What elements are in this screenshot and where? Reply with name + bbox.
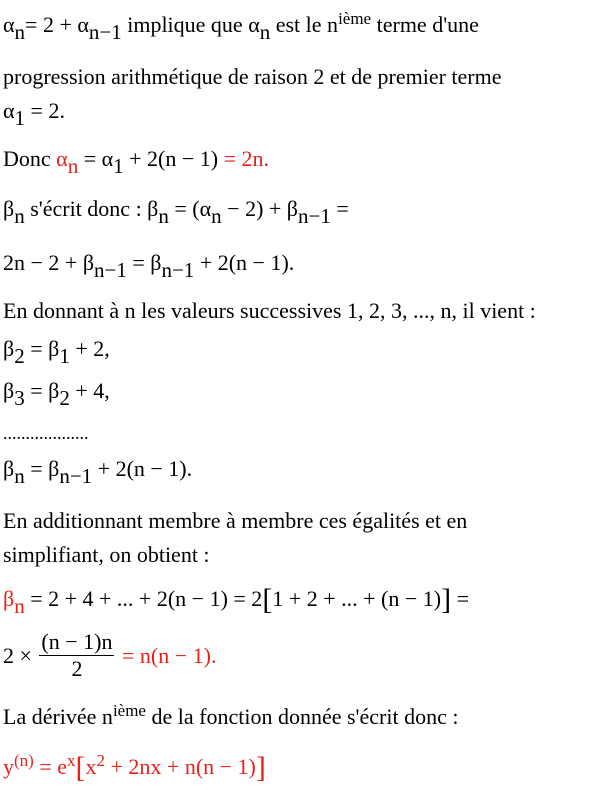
alpha-symbol-red: α [56, 146, 68, 171]
line-5 [3, 196, 349, 228]
subscript-n-red: n [14, 594, 25, 618]
y-symbol: y [3, 754, 14, 779]
subscript-3: 3 [14, 386, 25, 410]
line-3 [3, 98, 65, 130]
beta-symbol-red: β [3, 586, 15, 611]
left-bracket: [ [262, 583, 273, 616]
subscript-2: 2 [14, 344, 25, 368]
subscript-n: n [211, 204, 222, 228]
beta-symbol: β [3, 336, 15, 361]
line-7: En donnant à n les valeurs successives 1, 2, 3, ..., n, il vient : [3, 298, 536, 323]
superscript-ieme: ième [112, 701, 146, 720]
line-1 [3, 9, 479, 44]
line-17-red [3, 752, 266, 782]
subscript-n: n [14, 204, 25, 228]
text-segment: terme d'une [371, 12, 479, 37]
equation-text: = (α [168, 196, 212, 221]
superscript-2: 2 [96, 751, 105, 770]
equation-text: 2n − 2 + β [3, 250, 95, 275]
subscript-n: n [14, 464, 25, 488]
beta-symbol: β [3, 196, 15, 221]
text-segment: s'écrit donc : β [24, 196, 159, 221]
superscript-ieme: ième [338, 9, 372, 28]
equation-text: = β [24, 378, 60, 403]
subscript-2: 2 [59, 386, 70, 410]
fraction-denominator: 2 [71, 656, 83, 682]
equation-text: = β [24, 456, 60, 481]
subscript-n: n [14, 20, 26, 44]
beta-symbol: β [3, 456, 15, 481]
subscript-1: 1 [14, 106, 26, 130]
line-9 [3, 378, 110, 410]
equation-text: + 2(n − 1) [123, 146, 219, 171]
left-bracket: [ [75, 751, 86, 784]
alpha-symbol: α [3, 98, 15, 123]
line-16 [3, 701, 459, 732]
subscript-1: 1 [113, 154, 124, 178]
bracket-content: 1 + 2 + ... + (n − 1) [272, 586, 442, 611]
subscript-n-minus-1: n−1 [298, 204, 331, 228]
equation-text: = [330, 196, 349, 221]
equation-text: = 2. [25, 98, 65, 123]
text-segment: de la fonction donnée s'écrit donc : [145, 704, 459, 729]
fraction [39, 629, 114, 682]
line-8 [3, 336, 110, 368]
line-2: progression arithmétique de raison 2 et de premier terme [3, 64, 502, 89]
subscript-n-red: n [67, 154, 79, 178]
equation-text: = e [33, 754, 67, 779]
subscript-n: n [259, 20, 271, 44]
equation-text: + 2nx + n(n − 1) [105, 754, 256, 779]
line-15 [3, 630, 216, 684]
equation-text: = α [78, 146, 114, 171]
line-10-dots: ................... [3, 423, 89, 443]
equation-text: − 2) + β [221, 196, 298, 221]
right-bracket: ] [441, 583, 452, 616]
alpha-symbol: α [3, 12, 15, 37]
result-red: = 2n. [218, 146, 270, 171]
text-segment: La dérivée n [3, 704, 113, 729]
equation-text: = 2 + 4 + ... + 2(n − 1) = 2 [24, 586, 263, 611]
text-segment: est le n [270, 12, 339, 37]
equation-text: = β [126, 250, 162, 275]
subscript-n-minus-1: n−1 [94, 258, 127, 282]
superscript-n: (n) [14, 751, 34, 770]
fraction-numerator: (n − 1)n [41, 629, 113, 655]
subscript-n-minus-1: n−1 [59, 464, 93, 488]
line-6 [3, 250, 295, 282]
subscript-n: n [158, 204, 169, 228]
equation-text: + 2, [69, 336, 110, 361]
equation-text: + 4, [69, 378, 110, 403]
beta-symbol: β [3, 378, 15, 403]
line-12: En additionnant membre à membre ces égalités et en [3, 508, 468, 533]
equation-text: = 2 + α [25, 12, 89, 37]
equation-text: = β [24, 336, 60, 361]
subscript-n-minus-1: n−1 [161, 258, 195, 282]
equation-text: + 2(n − 1). [194, 250, 295, 275]
superscript-x: x [67, 751, 76, 770]
equation-text: = [451, 586, 470, 611]
result-red: = n(n − 1). [116, 643, 217, 668]
line-14 [3, 583, 470, 618]
text-segment: implique que α [121, 12, 260, 37]
equation-text: 2 × [3, 643, 38, 668]
subscript-1: 1 [59, 344, 70, 368]
line-13: simplifiant, on obtient : [3, 542, 210, 567]
x-symbol: x [85, 754, 97, 779]
line-11 [3, 456, 193, 488]
text-segment: Donc [3, 146, 57, 171]
equation-text: + 2(n − 1). [92, 456, 193, 481]
right-bracket: ] [255, 751, 266, 784]
line-4 [3, 146, 270, 178]
subscript-n-minus-1: n−1 [88, 20, 122, 44]
